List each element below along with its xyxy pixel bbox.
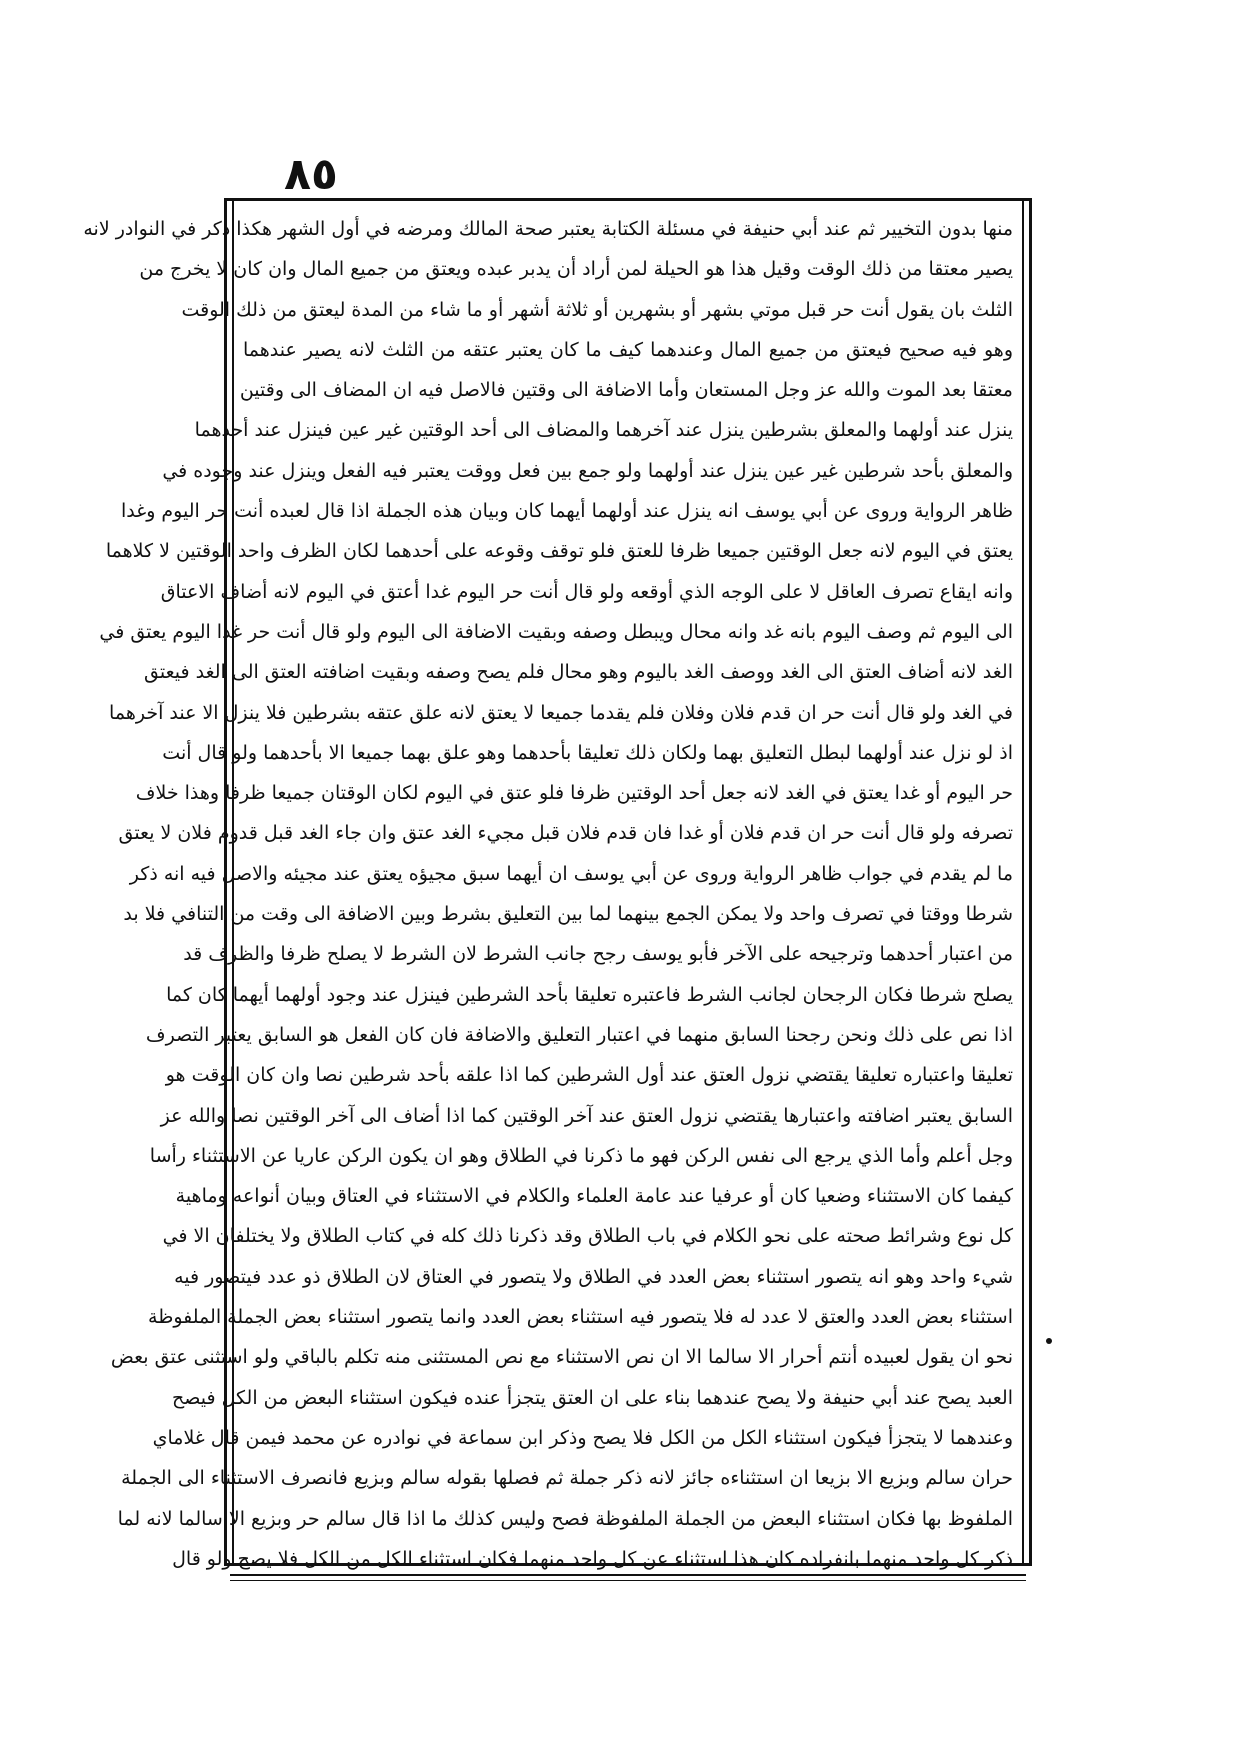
text-line: شرطا ووقتا في تصرف واحد ولا يمكن الجمع بينهما لما بين التعليق بشرط وبين الاضافة الى وقت من التنافي فلا بد	[123, 903, 1013, 926]
page-text	[83, 209, 1013, 1570]
text-line: ينزل عند أولهما والمعلق بشرطين ينزل عند آخرهما والمضاف الى أحد الوقتين غير عين فينزل عند أحدهما	[194, 419, 1013, 442]
text-line: الثلث بان يقول أنت حر قبل موتي بشهر أو بشهرين أو ثلاثة أشهر أو ما شاء من المدة ليعتق من ذلك الوقت	[181, 298, 1013, 321]
text-line: العبد يصح عند أبي حنيفة ولا يصح عندهما بناء على ان العتق يتجزأ عنده فيكون استثناء البعض من الكل فيصح	[172, 1386, 1013, 1409]
text-line: اذا نص على ذلك ونحن رجحنا السابق منهما في اعتبار التعليق والاضافة فان كان الفعل هو السابق يعتبر التصرف	[145, 1023, 1013, 1046]
text-frame	[83, 198, 1032, 1570]
text-line: وهو فيه صحيح فيعتق من جميع المال وعندهما كيف ما كان يعتبر عتقه من الثلث لانه يصير عندهما	[243, 338, 1013, 361]
text-line: يصلح شرطا فكان الرجحان لجانب الشرط فاعتبره تعليقا بأحد الشرطين فينزل عند وجود أولهما أيهما كان كما	[166, 983, 1013, 1006]
text-line: وجل أعلم وأما الذي يرجع الى نفس الركن فهو ما ذكرنا في الطلاق وهو ان يكون الركن عاريا عن الاستثناء رأسا	[149, 1144, 1013, 1167]
text-line: الملفوظ بها فكان استثناء البعض من الجملة الملفوظة فصح وليس كذلك ما اذا قال سالم حر وبزيع الا سالما لانه لما	[117, 1507, 1013, 1530]
text-line: تصرفه ولو قال أنت حر ان قدم فلان أو غدا فان قدم فلان قبل مجيء الغد عتق وان جاء الغد قبل قدوم فلان لا يعتق	[118, 822, 1013, 845]
text-line: ما لم يقدم في جواب ظاهر الرواية وروى عن أبي يوسف ان أيهما سبق مجيؤه يعتق عند مجيئه والاصل فيه انه ذكر	[129, 862, 1013, 885]
text-line: في الغد ولو قال أنت حر ان قدم فلان وفلان فلم يقدما جميعا لا يعتق لانه علق عتقه بشرطين فلا ينزل الا عند آخرهما	[109, 701, 1013, 724]
bottom-rule-thin	[230, 1580, 1026, 1581]
text-line: حر اليوم أو غدا يعتق في الغد لانه جعل أحد الوقتين ظرفا فلو عتق في اليوم لكان الوقتان جميعا ظرفا وهذا خلاف	[135, 782, 1013, 805]
margin-dot	[1046, 1338, 1052, 1344]
text-line: اذ لو نزل عند أولهما لبطل التعليق بهما ولكان ذلك تعليقا بأحدهما وهو علق بهما جميعا الا بأحدهما ولو قال أنت	[162, 741, 1013, 764]
text-line: يعتق في اليوم لانه جعل الوقتين جميعا ظرفا للعتق فلو توقف وقوعه على أحدهما لكان الظرف واحد الوقتين لا كلاهما	[105, 540, 1013, 563]
text-line: وانه ايقاع تصرف العاقل لا على الوجه الذي أوقعه ولو قال أنت حر اليوم غدا أعتق في اليوم لانه أضاف الاعتاق	[160, 580, 1013, 603]
text-line: وعندهما لا يتجزأ فيكون استثناء الكل من الكل فلا يصح وذكر ابن سماعة في نوادره عن محمد فيمن قال غلاماي	[152, 1426, 1013, 1449]
text-line: يصير معتقا من ذلك الوقت وقيل هذا هو الحيلة لمن أراد أن يدبر عبده ويعتق من جميع المال وان كان لا يخرج من	[139, 258, 1013, 281]
text-line: تعليقا واعتباره تعليقا يقتضي نزول العتق عند أول الشرطين كما اذا علقه بأحد شرطين نصا وان كان الوقت هو	[165, 1064, 1013, 1087]
bottom-rule	[230, 1574, 1026, 1576]
text-line: شيء واحد وهو انه يتصور استثناء بعض العدد في الطلاق ولا يتصور في العتاق لان الطلاق ذو عدد فيتصور فيه	[174, 1265, 1013, 1288]
text-line: من اعتبار أحدهما وترجيحه على الآخر فأبو يوسف رجح جانب الشرط لان الشرط لا يصلح ظرفا والظرف قد	[183, 943, 1013, 966]
text-line: منها بدون التخيير ثم عند أبي حنيفة في مسئلة الكتابة يعتبر صحة المالك ومرضه في أول الشهر هكذا ذكر في النوادر لانه	[83, 218, 1013, 240]
text-line: والمعلق بأحد شرطين غير عين ينزل عند أولهما ولو جمع بين فعل ووقت يعتبر فيه الفعل وينزل عند وجوده في	[162, 459, 1013, 482]
text-line: كيفما كان الاستثناء وضعيا كان أو عرفيا عند عامة العلماء والكلام في الاستثناء في العتاق وبيان أنواعه وماهية	[175, 1185, 1013, 1208]
text-line: معتقا بعد الموت والله عز وجل المستعان وأما الاضافة الى وقتين فالاصل فيه ان المضاف الى وقتين	[239, 379, 1013, 402]
text-line: حران سالم وبزيع الا بزيعا ان استثناءه جائز لانه ذكر جملة ثم فصلها بقوله سالم وبزيع فانصرف الاستثناء الى الجملة	[121, 1467, 1013, 1490]
text-line: السابق يعتبر اضافته واعتبارها يقتضي نزول العتق عند آخر الوقتين كما اذا أضاف الى آخر الوقتين نصا والله عز	[160, 1104, 1013, 1127]
text-line: الى اليوم ثم وصف اليوم بانه غد وانه محال ويبطل وصفه وبقيت الاضافة الى اليوم ولو قال أنت حر غدا اليوم يعتق في	[99, 620, 1013, 643]
text-line: نحو ان يقول لعبيده أنتم أحرار الا سالما الا ان نص الاستثناء مع نص المستثنى منه تكلم بالباقي ولو استثنى عتق بعض	[110, 1346, 1013, 1369]
text-line: ظاهر الرواية وروى عن أبي يوسف انه ينزل عند أولهما أيهما كان وبيان هذه الجملة اذا قال لعبده أنت حر اليوم وغدا	[121, 500, 1013, 523]
text-line: الغد لانه أضاف العتق الى الغد ووصف الغد باليوم وهو محال فلم يصح وصفه وبقيت اضافته العتق الى الغد فيعتق	[144, 661, 1013, 684]
text-line: ذكر كل واحد منهما بانفراده كان هذا استثناء عن كل واحد منهما فكان استثناء الكل من الكل فلا يصح ولو قال	[172, 1547, 1013, 1570]
text-line: كل نوع وشرائط صحته على نحو الكلام في باب الطلاق وقد ذكرنا ذلك كله في كتاب الطلاق ولا يختلفان الا في	[162, 1225, 1013, 1248]
text-line: استثناء بعض العدد والعتق لا عدد له فلا يتصور فيه استثناء بعض العدد وانما يتصور استثناء بعض الجملة الملفوظة	[148, 1306, 1013, 1329]
page-number: ٨٥	[284, 149, 338, 200]
